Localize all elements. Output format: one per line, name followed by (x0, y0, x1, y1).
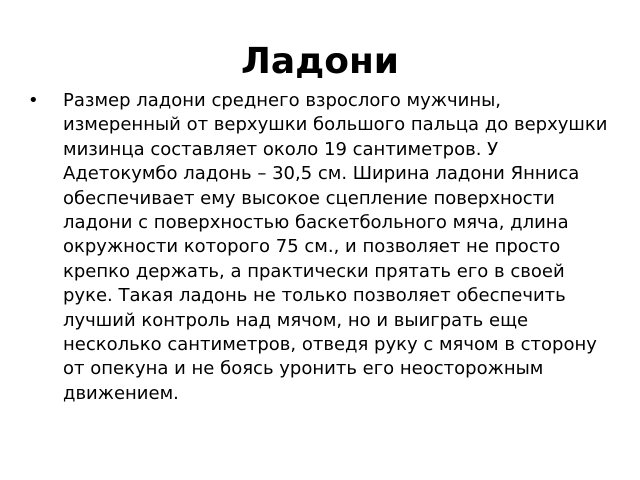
slide-title: Ладони (240, 41, 400, 82)
bullet-item (28, 89, 618, 406)
bullet-list (28, 89, 618, 406)
bullet-text: Размер ладони среднего взрослого мужчины, измеренный от верхушки большого пальца до верхушки мизинца составляет около 19 сантиметров. У Адетокумбо ладонь – 30,5 см. Ширина ладони Янниса обеспечивает ему высокое сцепление поверхности ладони с поверхностью баскетбольного мяча, длина окружности которого 75 см., и позволяет не просто крепко держать, а практически прятать его в своей руке. Такая ладонь не только позволяет обеспечить лучший контроль над мячом, но и выиграть еще несколько сантиметров, отведя руку с мячом в сторону от опекуна и не боясь уронить его неосторожным движением. (63, 90, 608, 404)
bullet-marker: • (28, 90, 39, 111)
